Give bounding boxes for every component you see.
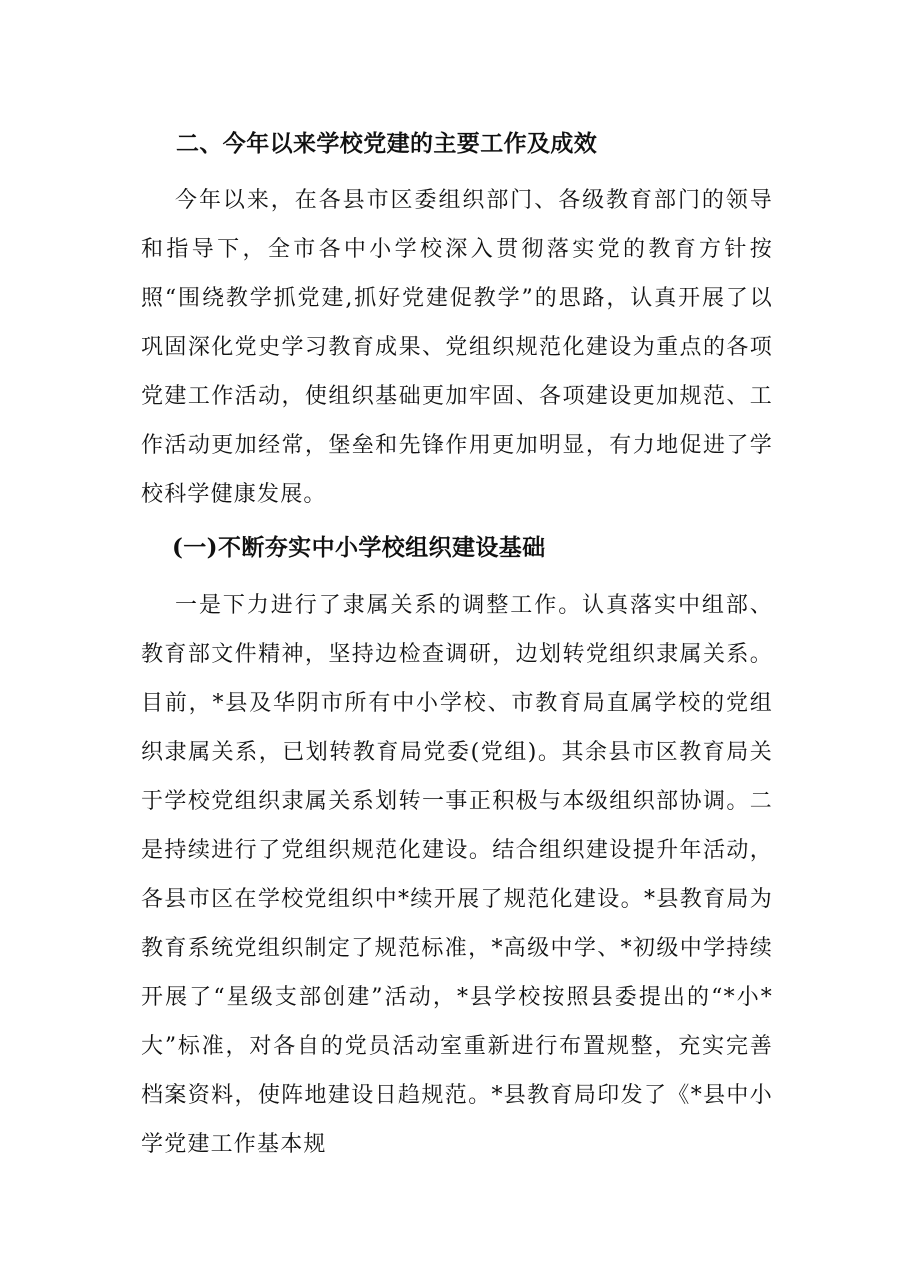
subsection-heading: (一)不断夯实中小学校组织建设基础 [172, 534, 546, 561]
section-heading: 二、今年以来学校党建的主要工作及成效 [176, 130, 598, 157]
intro-paragraph: 今年以来，在各县市区委组织部门、各级教育部门的领导和指导下，全市各中小学校深入贯彻落实党的教育方针按照“围绕教学抓党建,抓好党建促教学”的思路，认真开展了以巩固深化党史学习教育成果、党组织规范化建设为重点的各项党建工作活动，使组织基础更加牢固、各项建设更加规范、工作活动更加经常，堡垒和先锋作用更加明显，有力地促进了学校科学健康发展。 [141, 188, 773, 507]
body-paragraph: 一是下力进行了隶属关系的调整工作。认真落实中组部、教育部文件精神，坚持边检查调研，边划转党组织隶属关系。目前，*县及华阴市所有中小学校、市教育局直属学校的党组织隶属关系，已划转教育局党委(党组)。其余县市区教育局关于学校党组织隶属关系划转一事正积极与本级组织部协调。二是持续进行了党组织规范化建设。结合组织建设提升年活动，各县市区在学校党组织中*续开展了规范化建设。*县教育局为教育系统党组织制定了规范标准，*高级中学、*初级中学持续开展了“星级支部创建”活动，*县学校按照县委提出的“*小*大”标准，对各自的党员活动室重新进行布置规整，充实完善档案资料，使阵地建设日趋规范。*县教育局印发了《*县中小学党建工作基本规 [141, 593, 773, 1157]
